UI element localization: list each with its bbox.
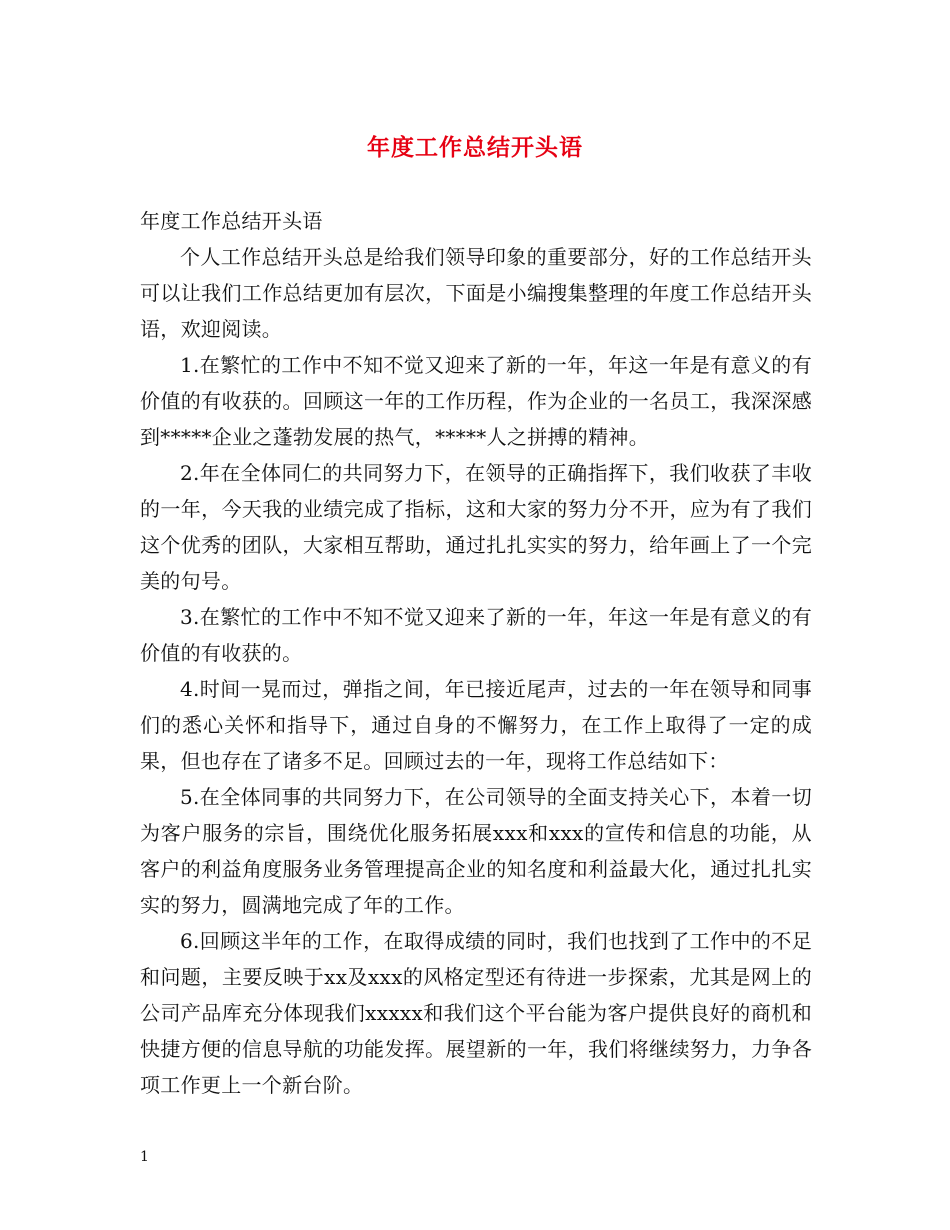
paragraph-4: 4.时间一晃而过，弹指之间，年已接近尾声，过去的一年在领导和同事们的悉心关怀和指导下，通过自身的不懈努力，在工作上取得了一定的成果，但也存在了诸多不足。回顾过去的一年，现将工作总结如下： [140, 677, 812, 773]
paragraph-1: 1.在繁忙的工作中不知不觉又迎来了新的一年，年这一年是有意义的有价值的有收获的。回顾这一年的工作历程，作为企业的一名员工，我深深感到*****企业之蓬勃发展的热气，*****人之拼搏的精神。 [140, 353, 812, 449]
section-heading: 年度工作总结开头语 [140, 209, 323, 233]
document-title: 年度工作总结开头语 [367, 134, 583, 161]
page-number: 1 [140, 1149, 149, 1165]
paragraph-2: 2.年在全体同仁的共同努力下，在领导的正确指挥下，我们收获了丰收的一年，今天我的业绩完成了指标，这和大家的努力分不开，应为有了我们这个优秀的团队，大家相互帮助，通过扎扎实实的努力，给年画上了一个完美的句号。 [140, 461, 812, 593]
paragraph-3: 3.在繁忙的工作中不知不觉又迎来了新的一年，年这一年是有意义的有价值的有收获的。 [140, 605, 812, 665]
paragraph-6: 6.回顾这半年的工作，在取得成绩的同时，我们也找到了工作中的不足和问题，主要反映于xx及xxx的风格定型还有待进一步探索，尤其是网上的公司产品库充分体现我们xxxxx和我们这个平台能为客户提供良好的商机和快捷方便的信息导航的功能发挥。展望新的一年，我们将继续努力，力争各项工作更上一个新台阶。 [140, 929, 812, 1097]
paragraph-intro: 个人工作总结开头总是给我们领导印象的重要部分，好的工作总结开头可以让我们工作总结更加有层次，下面是小编搜集整理的年度工作总结开头语，欢迎阅读。 [140, 245, 812, 341]
paragraph-5: 5.在全体同事的共同努力下，在公司领导的全面支持关心下，本着一切为客户服务的宗旨，围绕优化服务拓展xxx和xxx的宣传和信息的功能，从客户的利益角度服务业务管理提高企业的知名度和利益最大化，通过扎扎实实的努力，圆满地完成了年的工作。 [140, 785, 812, 917]
document-body [140, 203, 812, 1103]
